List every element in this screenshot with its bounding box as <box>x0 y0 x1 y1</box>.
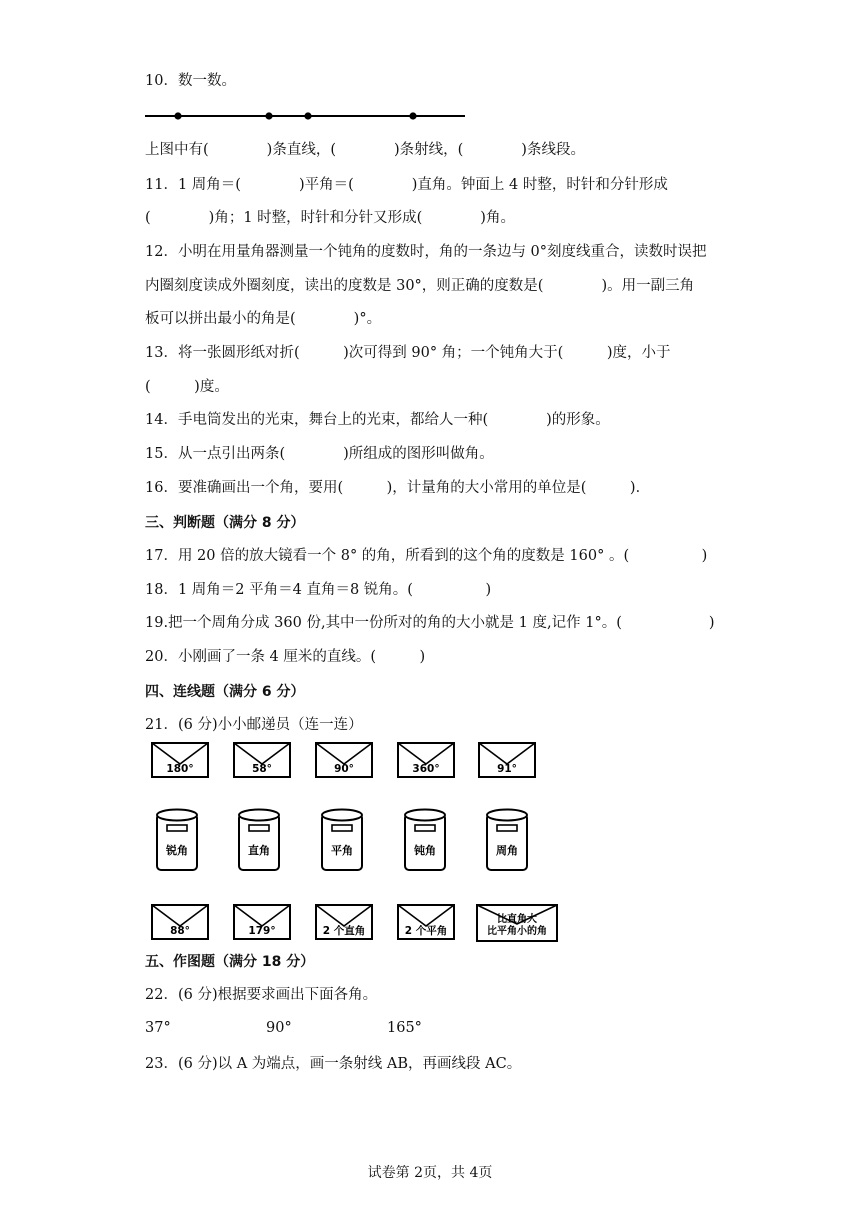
envelope-bottom-1-label: 88° <box>170 925 190 937</box>
section-4-heading: 四、连线题（满分 6 分） <box>145 684 305 700</box>
envelope-top-3 <box>315 742 373 778</box>
envelope-bottom-4 <box>397 904 455 940</box>
mailbox-1 <box>156 808 198 872</box>
mailbox-2-label: 直角 <box>248 844 270 857</box>
point-2 <box>265 112 272 119</box>
envelope-bottom-3-label: 2 个直角 <box>322 925 366 937</box>
point-1 <box>174 112 181 119</box>
angle-label-1: 37° <box>145 1020 171 1036</box>
q15: 15．从一点引出两条( )所组成的图形叫做角。 <box>145 446 494 462</box>
envelope-top-3-label: 90° <box>334 763 354 775</box>
q21: 21．(6 分)小小邮递员（连一连） <box>145 717 363 733</box>
envelope-top-2-label: 58° <box>252 763 272 775</box>
mailbox-3 <box>321 808 363 872</box>
page-footer: 试卷第 2页，共 4页 <box>367 1165 493 1181</box>
envelope-bottom-5-label: 比直角大 比平角小的角 <box>487 914 547 937</box>
q16: 16．要准确画出一个角，要用( )，计量角的大小常用的单位是( )． <box>145 480 651 496</box>
envelope-bottom-3 <box>315 904 373 940</box>
angle-label-3: 165° <box>387 1020 422 1036</box>
q11-line1: 11．1 周角＝( )平角＝( )直角。钟面上 4 时整，时针和分针形成 <box>145 177 668 193</box>
section-5-heading: 五、作图题（满分 18 分） <box>145 954 315 970</box>
envelope-bottom-5 <box>476 904 558 942</box>
q10-text: 上图中有( )条直线，( )条射线，( )条线段。 <box>145 142 585 158</box>
mailbox-5 <box>486 808 528 872</box>
envelope-bottom-2-label: 179° <box>248 925 276 937</box>
envelope-bottom-2 <box>233 904 291 940</box>
mailbox-4-label: 钝角 <box>414 844 436 857</box>
q10-title: 10．数一数。 <box>145 73 236 89</box>
mailbox-5-label: 周角 <box>496 844 518 857</box>
point-4 <box>409 112 416 119</box>
mailbox-3-label: 平角 <box>331 844 353 857</box>
envelope-top-2 <box>233 742 291 778</box>
q23: 23．(6 分)以 A 为端点，画一条射线 AB，再画线段 AC。 <box>145 1056 522 1072</box>
q12-line1: 12．小明在用量角器测量一个钝角的度数时，角的一条边与 0°刻度线重合，读数时误把 <box>145 244 707 260</box>
q17: 17．用 20 倍的放大镜看一个 8° 的角，所看到的这个角的度数是 160° 。( ) <box>145 548 708 564</box>
mailbox-2 <box>238 808 280 872</box>
line-figure <box>145 108 470 124</box>
envelope-top-4-label: 360° <box>412 763 440 775</box>
q13-line1: 13．将一张圆形纸对折( )次可得到 90° 角；一个钝角大于( )度，小于 <box>145 345 671 361</box>
q11-line2: ( )角；1 时整，时针和分针又形成( )角。 <box>145 210 515 226</box>
envelope-bottom-1 <box>151 904 209 940</box>
point-3 <box>304 112 311 119</box>
envelope-top-5 <box>478 742 536 778</box>
q18: 18．1 周角＝2 平角＝4 直角＝8 锐角。( ) <box>145 582 492 598</box>
envelope-top-1-label: 180° <box>166 763 194 775</box>
q12-line2: 内圈刻度读成外圈刻度，读出的度数是 30°，则正确的度数是( )。用一副三角 <box>145 278 695 294</box>
envelope-top-4 <box>397 742 455 778</box>
q19: 19.把一个周角分成 360 份,其中一份所对的角的大小就是 1 度,记作 1°。( ) <box>145 615 715 631</box>
q12-line3: 板可以拼出最小的角是( )°。 <box>145 311 382 327</box>
q20: 20．小刚画了一条 4 厘米的直线。( ) <box>145 649 426 665</box>
envelope-top-1 <box>151 742 209 778</box>
mailbox-1-label: 锐角 <box>166 844 188 857</box>
envelope-bottom-4-label: 2 个平角 <box>404 925 448 937</box>
envelope-top-5-label: 91° <box>497 763 517 775</box>
mailbox-4 <box>404 808 446 872</box>
q14: 14．手电筒发出的光束，舞台上的光束，都给人一种( )的形象。 <box>145 412 610 428</box>
q22: 22．(6 分)根据要求画出下面各角。 <box>145 987 378 1003</box>
section-3-heading: 三、判断题（满分 8 分） <box>145 515 305 531</box>
q13-line2: ( )度。 <box>145 379 229 395</box>
angle-label-2: 90° <box>266 1020 292 1036</box>
